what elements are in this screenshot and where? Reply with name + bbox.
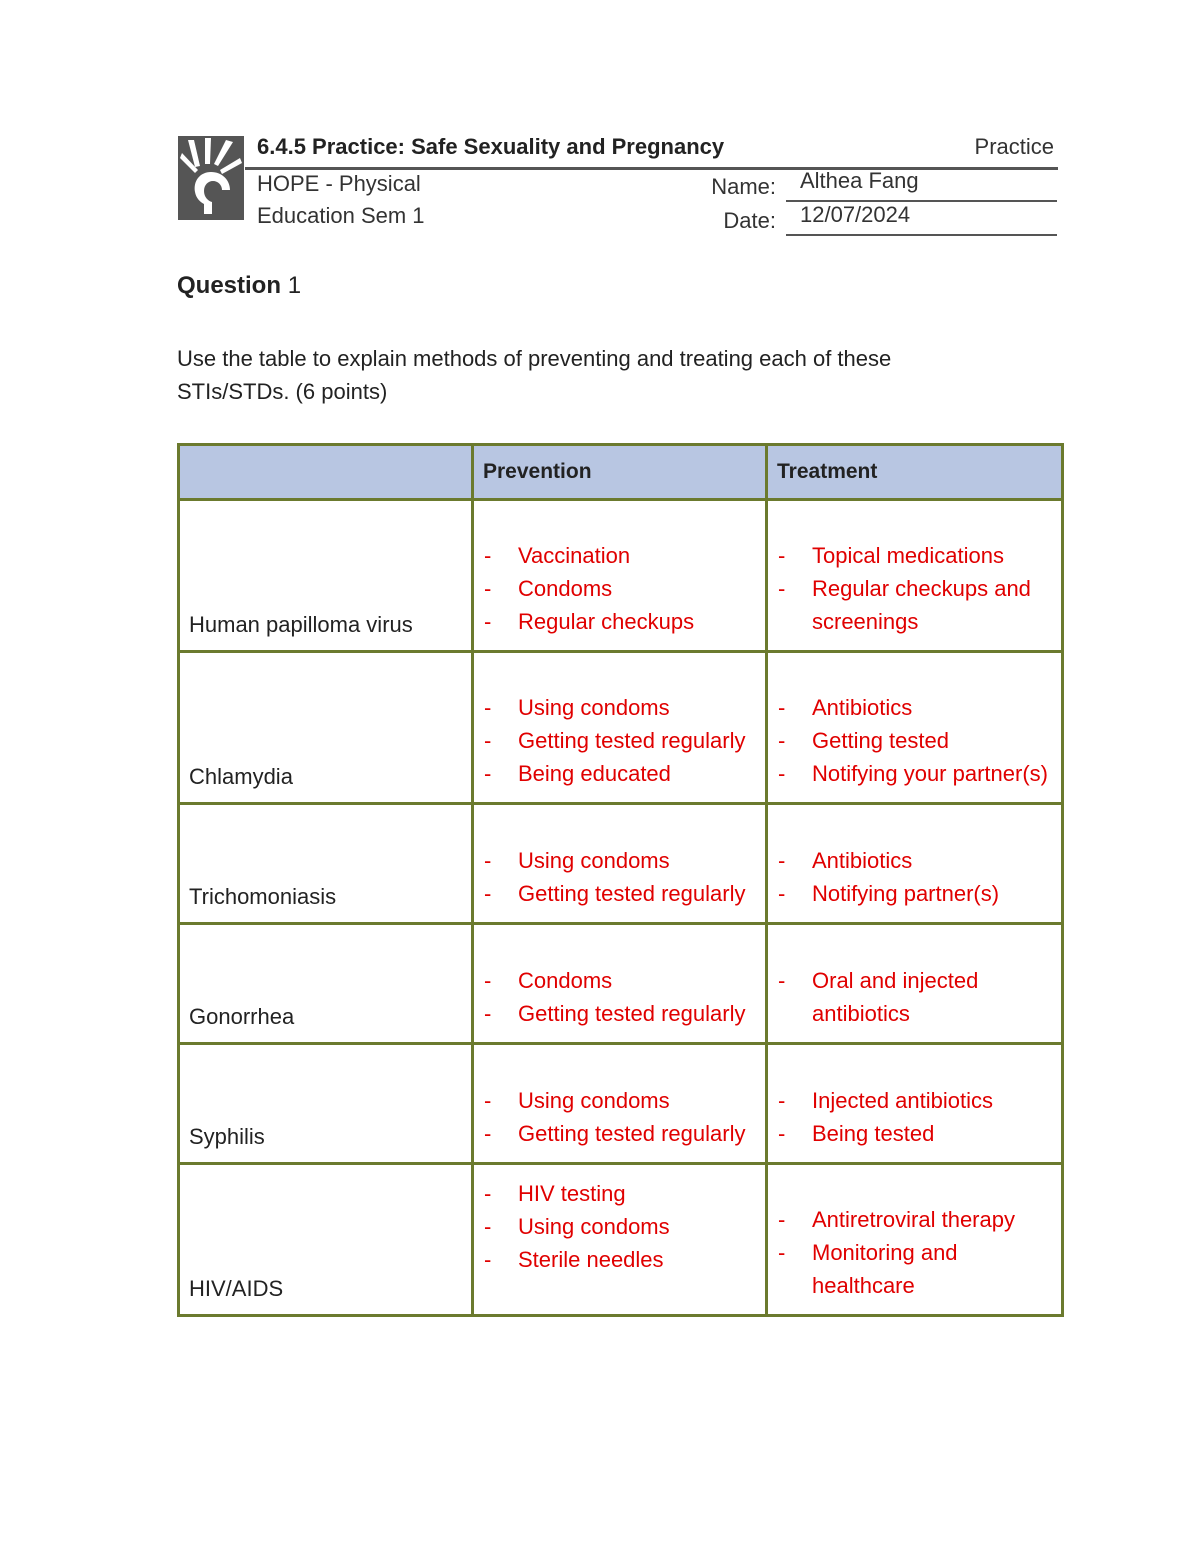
treatment-list <box>768 952 1061 1042</box>
list-item: - HIV testing <box>518 1177 757 1210</box>
prevention-cell[interactable] <box>473 924 767 1044</box>
table-row <box>179 1164 1063 1316</box>
header-cell-blank <box>179 445 473 500</box>
course-name-line1: HOPE - Physical <box>257 171 421 196</box>
table-row <box>179 804 1063 924</box>
treatment-list <box>768 679 1061 802</box>
header-cell-treatment: Treatment <box>767 445 1063 500</box>
treatment-cell[interactable] <box>767 500 1063 652</box>
question-prompt: Use the table to explain methods of preventing and treating each of these STIs/STDs. (6 points) <box>177 346 892 404</box>
list-item: - Getting tested regularly <box>518 877 757 910</box>
header-cell-prevention: Prevention <box>473 445 767 500</box>
list-item: - Using condoms <box>518 691 757 724</box>
treatment-list <box>768 1072 1061 1162</box>
date-label: Date: <box>723 208 776 233</box>
treatment-list <box>768 527 1061 650</box>
prevention-list <box>474 832 765 922</box>
course-name <box>257 168 425 232</box>
list-item: - Vaccination <box>518 539 757 572</box>
prevention-list <box>474 527 765 650</box>
prevention-cell[interactable] <box>473 1164 767 1316</box>
list-item: - Sterile needles <box>518 1243 757 1276</box>
prevention-list <box>474 952 765 1042</box>
treatment-cell[interactable] <box>767 1164 1063 1316</box>
list-item: - Oral and injected antibiotics <box>812 964 1053 1030</box>
treatment-cell[interactable] <box>767 924 1063 1044</box>
list-item: - Getting tested regularly <box>518 1117 757 1150</box>
treatment-list <box>768 832 1061 922</box>
list-item: - Regular checkups and screenings <box>812 572 1053 638</box>
prevention-cell[interactable] <box>473 652 767 804</box>
list-item: - Regular checkups <box>518 605 757 638</box>
table-row <box>179 500 1063 652</box>
list-item: - Getting tested regularly <box>518 997 757 1030</box>
question-heading <box>177 272 301 300</box>
name-field[interactable]: Althea Fang <box>786 168 1057 202</box>
treatment-cell[interactable] <box>767 804 1063 924</box>
prevention-list <box>474 1072 765 1162</box>
date-field[interactable]: 12/07/2024 <box>786 202 1057 236</box>
name-label: Name: <box>711 174 776 199</box>
list-item: - Antiretroviral therapy <box>812 1203 1053 1236</box>
list-item: - Using condoms <box>518 1084 757 1117</box>
sti-name-cell: Syphilis <box>179 1044 473 1164</box>
prevention-list <box>474 679 765 802</box>
treatment-list <box>768 1191 1061 1314</box>
sti-name-cell: Chlamydia <box>179 652 473 804</box>
list-item: - Antibiotics <box>812 844 1053 877</box>
list-item: - Topical medications <box>812 539 1053 572</box>
prevention-cell[interactable] <box>473 804 767 924</box>
list-item: - Condoms <box>518 572 757 605</box>
list-item: - Notifying your partner(s) <box>812 757 1053 790</box>
course-logo-icon <box>178 136 244 220</box>
list-item: - Notifying partner(s) <box>812 877 1053 910</box>
treatment-cell[interactable] <box>767 652 1063 804</box>
question-number: 1 <box>287 272 302 299</box>
list-item: - Being educated <box>518 757 757 790</box>
sti-name-cell: HIV/AIDS <box>179 1164 473 1316</box>
list-item: - Monitoring and healthcare <box>812 1236 1053 1302</box>
prevention-list <box>474 1165 765 1288</box>
list-item: - Being tested <box>812 1117 1053 1150</box>
list-item: - Injected antibiotics <box>812 1084 1053 1117</box>
table-row <box>179 652 1063 804</box>
sti-name-cell: Human papilloma virus <box>179 500 473 652</box>
question-word: Question <box>177 272 282 299</box>
sti-name-cell: Gonorrhea <box>179 924 473 1044</box>
sti-table <box>177 443 1064 1317</box>
table-header-row <box>179 445 1063 500</box>
sti-name-cell: Trichomoniasis <box>179 804 473 924</box>
list-item: - Using condoms <box>518 1210 757 1243</box>
treatment-cell[interactable] <box>767 1044 1063 1164</box>
assignment-title: 6.4.5 Practice: Safe Sexuality and Pregnancy <box>257 134 725 159</box>
table-row <box>179 1044 1063 1164</box>
list-item: - Using condoms <box>518 844 757 877</box>
prevention-cell[interactable] <box>473 500 767 652</box>
list-item: - Getting tested regularly <box>518 724 757 757</box>
assignment-type: Practice <box>974 134 1054 159</box>
course-name-line2: Education Sem 1 <box>257 203 425 228</box>
prevention-cell[interactable] <box>473 1044 767 1164</box>
list-item: - Condoms <box>518 964 757 997</box>
table-row <box>179 924 1063 1044</box>
list-item: - Antibiotics <box>812 691 1053 724</box>
list-item: - Getting tested <box>812 724 1053 757</box>
